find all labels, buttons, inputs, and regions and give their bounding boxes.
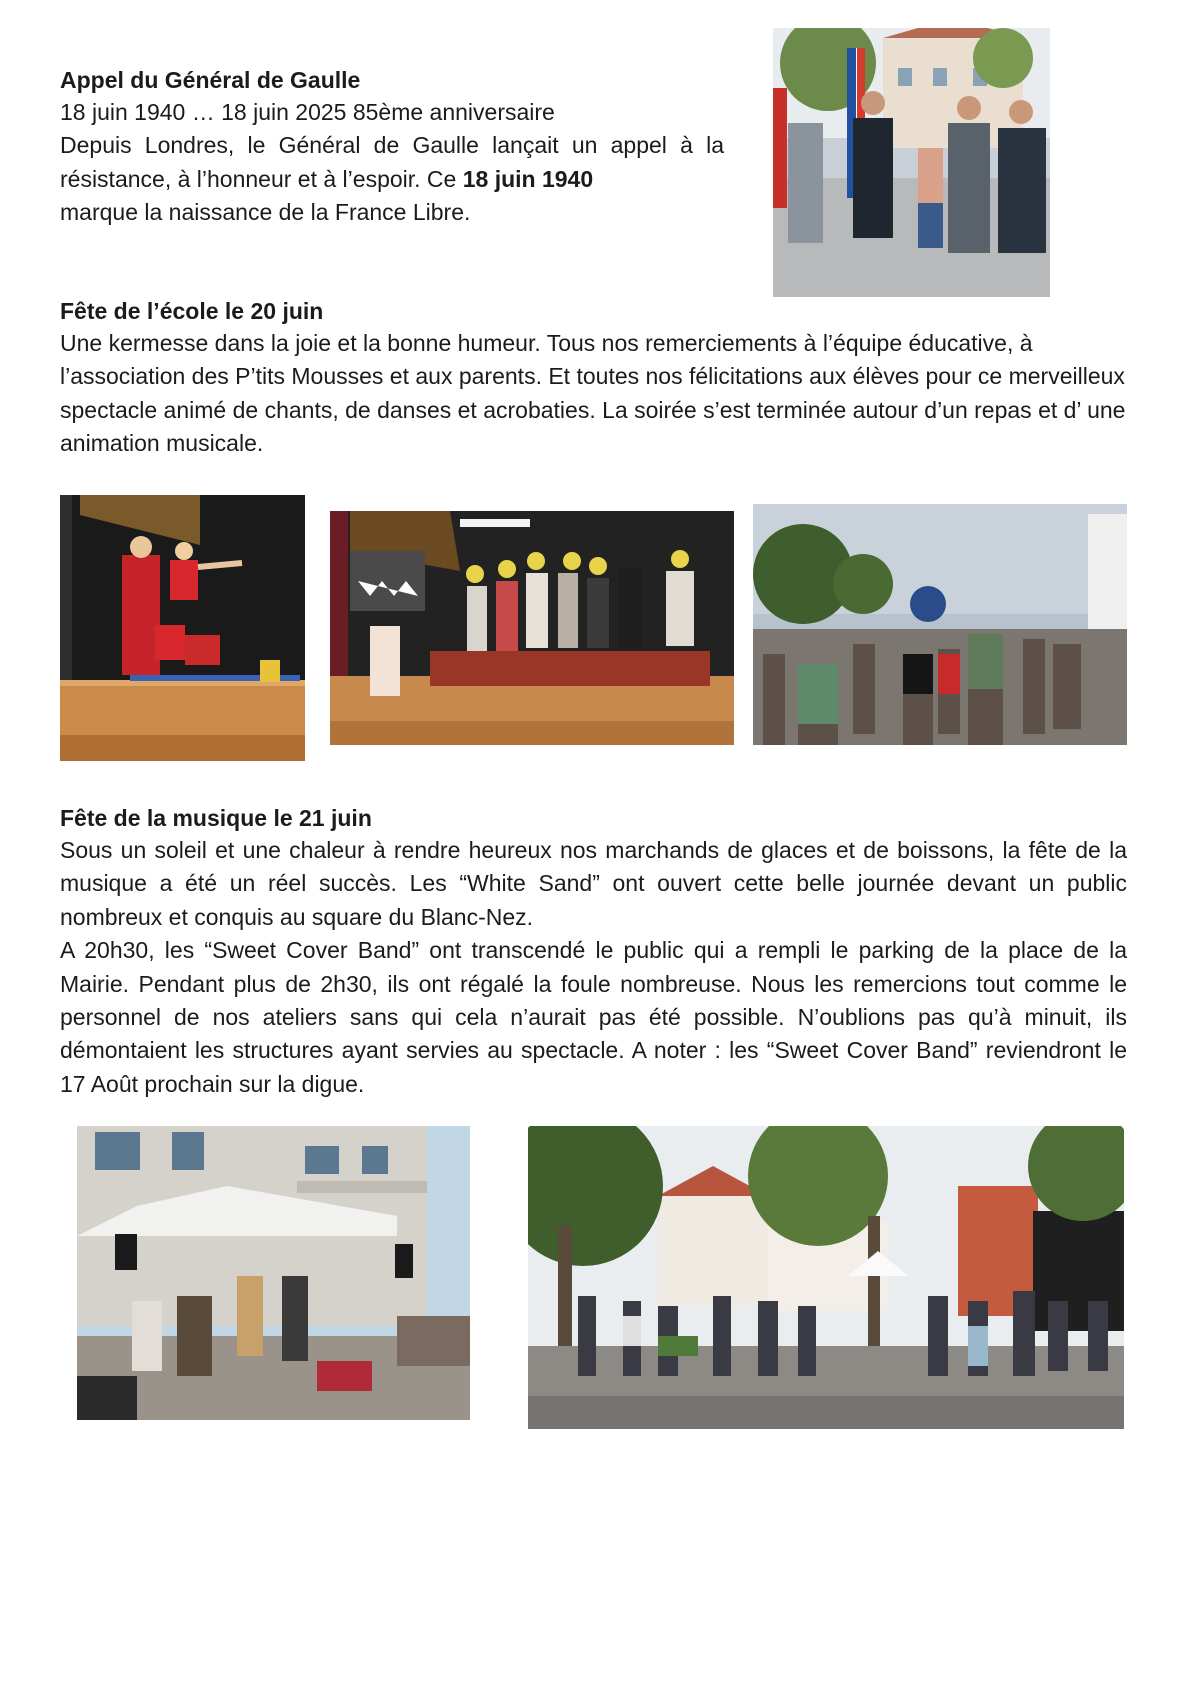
section-title: Fête de la musique le 21 juin bbox=[60, 805, 372, 831]
photo-evening-crowd bbox=[753, 504, 1127, 745]
photo-acrobatics bbox=[60, 495, 305, 761]
section-body: Une kermesse dans la joie et la bonne humeur. Tous nos remerciements à l’équipe éducative, à l’association des P’tits Mousses et aux parents. Et toutes nos félicitations aux élèves pour ce merveilleux spectacle animé de chants, de danses et acrobaties. La soirée s’est terminée autour d’un repas et d’ une animation musicale. bbox=[60, 330, 1126, 457]
section-title: Fête de l’école le 20 juin bbox=[60, 298, 324, 324]
section-body-paragraph-1: Sous un soleil et une chaleur à rendre heureux nos marchands de glaces et de boissons, la fête de la musique a été un réel succès. Les “White Sand” ont ouvert cette belle journée devant un public nombreux et conquis au square du Blanc-Nez. bbox=[60, 837, 1127, 930]
body-text: Depuis Londres, le Général de Gaulle lançait un appel à la résistance, à l’honneur et à l’espoir. Ce bbox=[60, 132, 724, 192]
photo-ceremony bbox=[773, 28, 1050, 297]
section-body bbox=[60, 129, 724, 196]
section-fete-musique bbox=[60, 803, 1127, 1101]
section-fete-ecole bbox=[60, 296, 1128, 461]
section-appel-gaulle bbox=[60, 65, 724, 230]
section-body-paragraph-2: A 20h30, les “Sweet Cover Band” ont transcendé le public qui a rempli le parking de la place de la Mairie. Pendant plus de 2h30, ils ont régalé la foule nombreuse. Nous les remercions tout comme le personnel de nos ateliers sans qui cela n’aurait pas été possible. N’oublions pas qu’à minuit, ils démontaient les structures ayant servies au spectacle. A noter : les “Sweet Cover Band” reviendront le 17 Août prochain sur la digue. bbox=[60, 937, 1127, 1097]
body-bold-date: 18 juin 1940 bbox=[462, 165, 594, 192]
date-line: 18 juin 1940 … 18 juin 2025 85ème anniversaire bbox=[60, 99, 555, 125]
section-body-end: marque la naissance de la France Libre. bbox=[60, 199, 471, 226]
photo-evening-concert-crowd bbox=[528, 1126, 1124, 1429]
photo-school-stage bbox=[330, 511, 734, 745]
photo-white-sand-band bbox=[77, 1126, 470, 1420]
section-title: Appel du Général de Gaulle bbox=[60, 67, 361, 93]
